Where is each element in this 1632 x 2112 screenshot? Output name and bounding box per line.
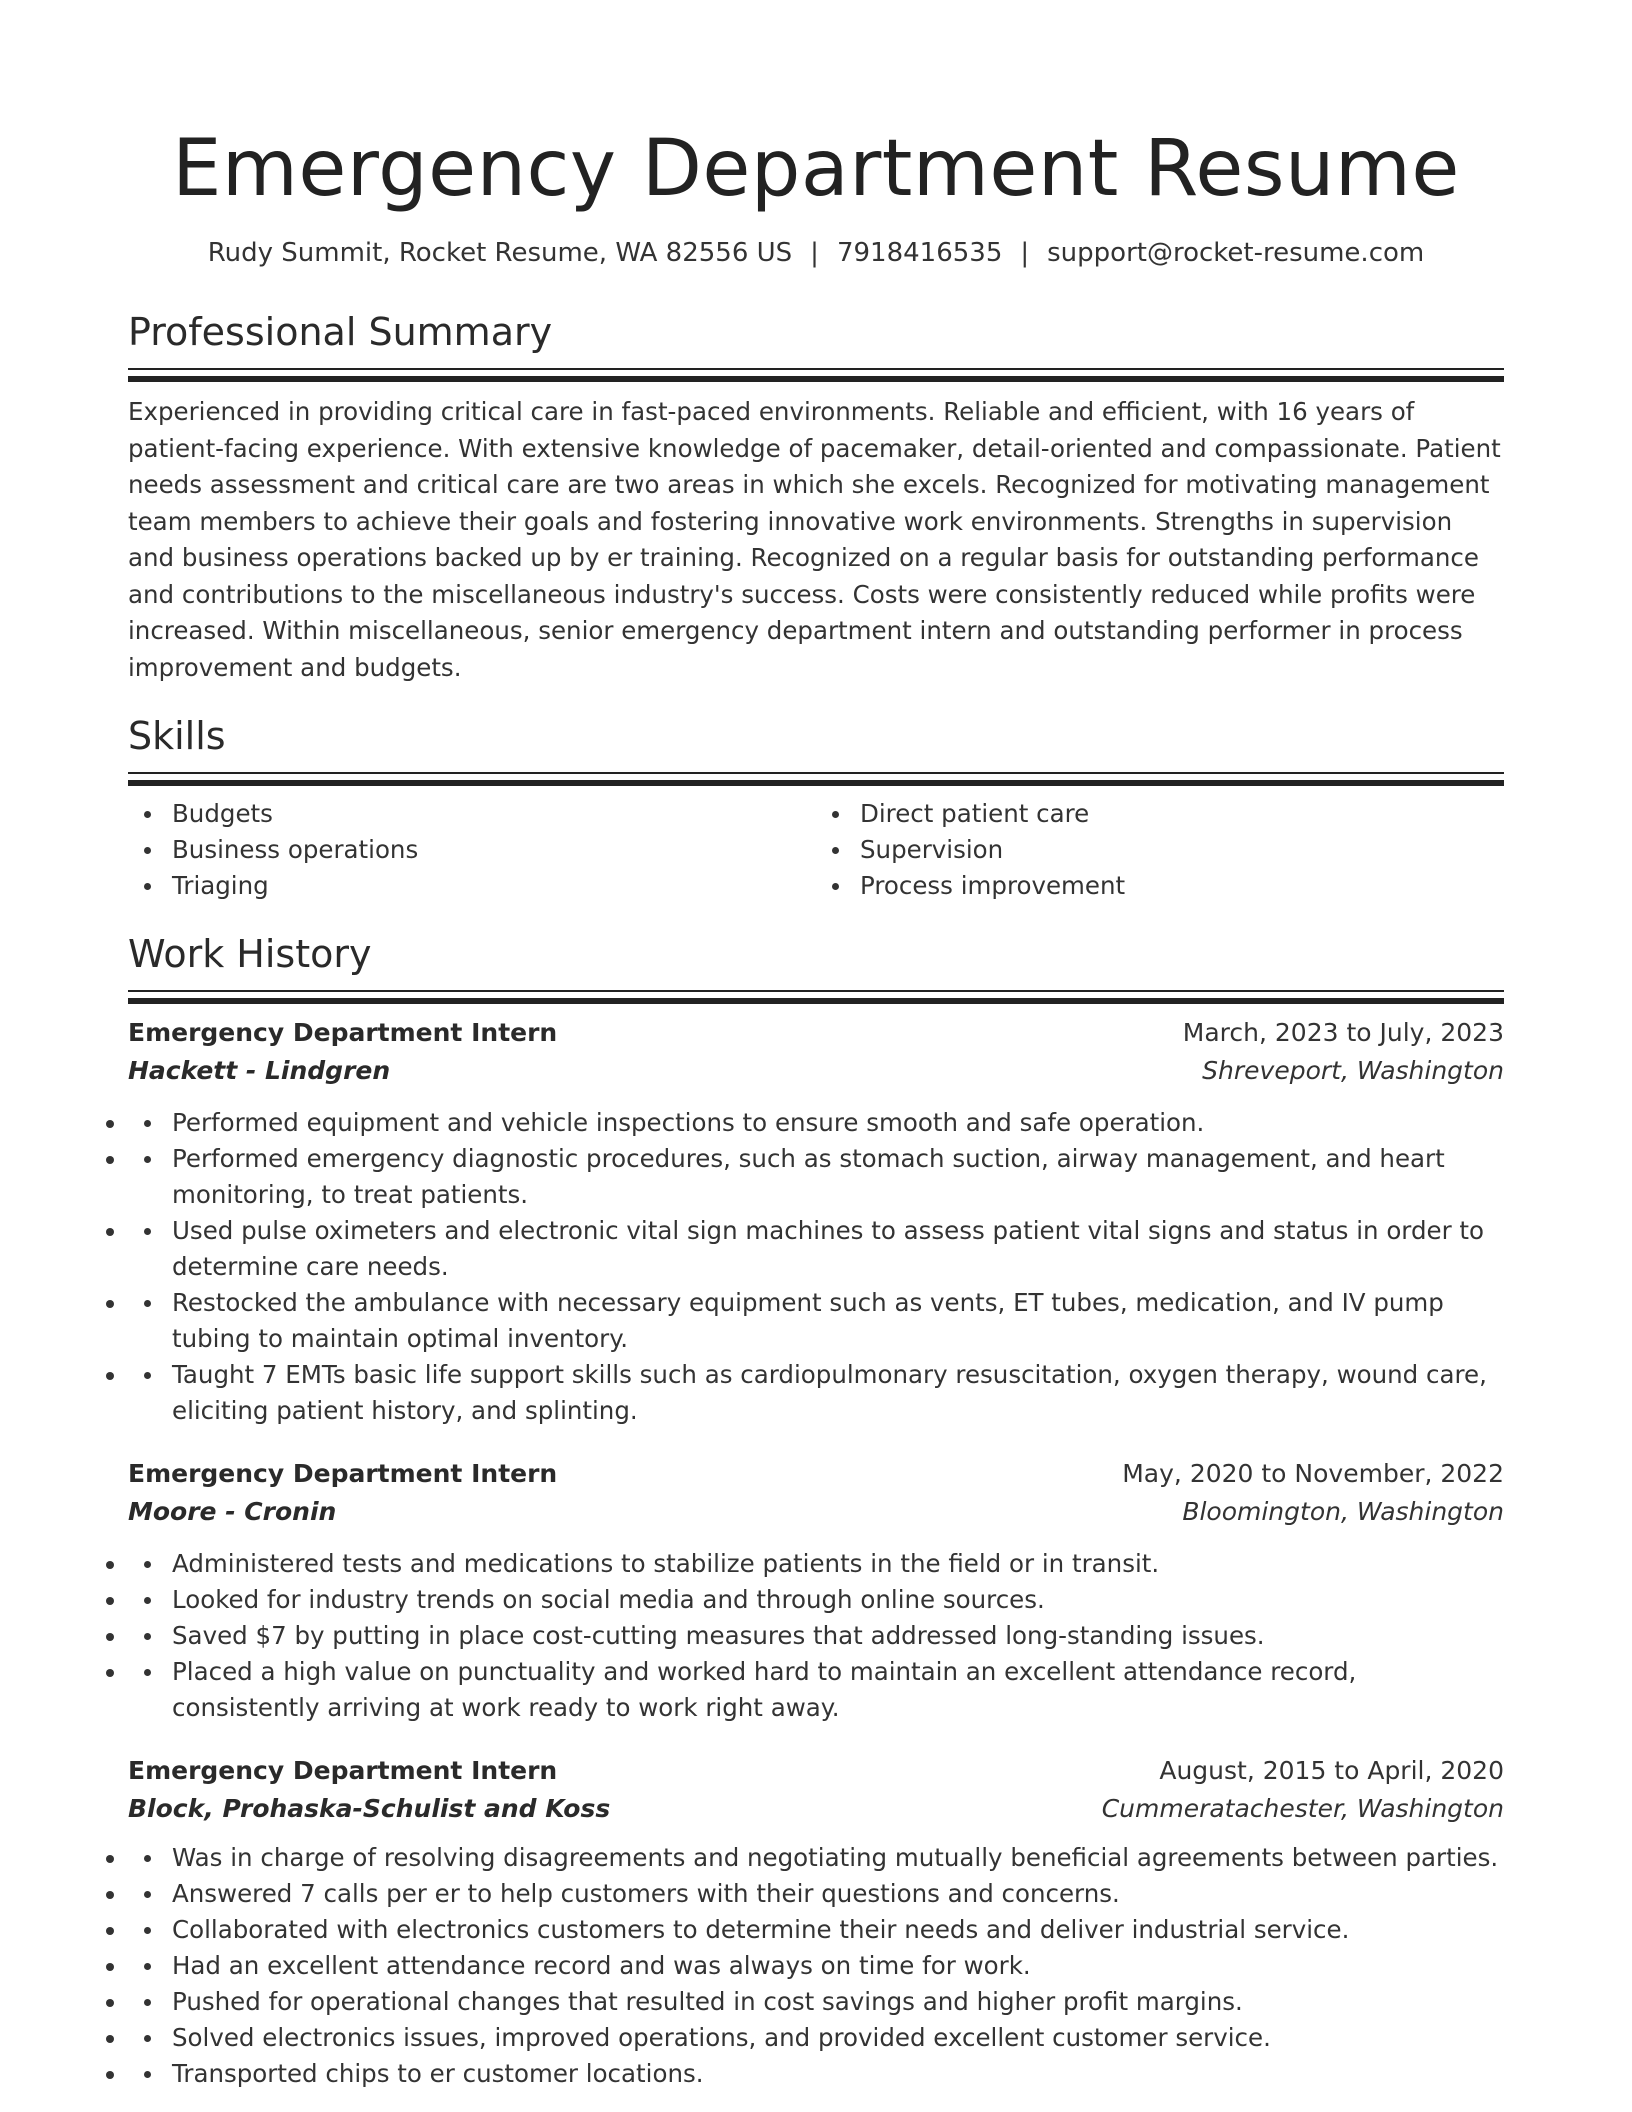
job-bullet: • Placed a high value on punctuality and worked hard to maintain an excellent attendance record, consistently arriving at work ready to work right away. (128, 1654, 1504, 1726)
contact-separator: | (1020, 238, 1030, 268)
skill-item: Triaging (128, 868, 816, 904)
contact-separator: | (810, 238, 819, 268)
job-bullet: • Was in charge of resolving disagreements and negotiating mutually beneficial agreements between parties. (128, 1840, 1504, 1876)
work-history-section (128, 930, 1504, 2092)
skill-item: Process improvement (816, 868, 1504, 904)
job-bullet: • Performed emergency diagnostic procedures, such as stomach suction, airway management, and heart monitoring, to treat patients. (128, 1141, 1504, 1213)
job-subheader (128, 1790, 1504, 1828)
job-bullet: • Had an excellent attendance record and was always on time for work. (128, 1948, 1504, 1984)
job-bullet: • Answered 7 calls per er to help customers with their questions and concerns. (128, 1876, 1504, 1912)
job-location: Shreveport, Washington (1202, 1056, 1504, 1085)
job-company: Hackett - Lindgren (128, 1056, 391, 1085)
job-header (128, 1014, 1504, 1052)
job-title: Emergency Department Intern (128, 1459, 558, 1488)
job-bullet: • Solved electronics issues, improved operations, and provided excellent customer service. (128, 2020, 1504, 2056)
job-bullet: • Taught 7 EMTs basic life support skills such as cardiopulmonary resuscitation, oxygen therapy, wound care, eliciting patient history, and splinting. (128, 1357, 1504, 1429)
job-entry (128, 1455, 1504, 1726)
job-dates: March, 2023 to July, 2023 (1182, 1018, 1504, 1047)
section-divider (128, 772, 1504, 782)
resume-title: Emergency Department Resume (172, 124, 1460, 214)
job-header (128, 1455, 1504, 1493)
skill-item: Direct patient care (816, 796, 1504, 832)
section-heading: Work History (128, 932, 372, 976)
skills-section (128, 712, 1504, 904)
job-title: Emergency Department Intern (128, 1756, 558, 1785)
job-header (128, 1752, 1504, 1790)
contact-line (128, 236, 1504, 270)
contact-phone: 7918416535 (836, 238, 1003, 268)
job-bullet: • Used pulse oximeters and electronic vital sign machines to assess patient vital signs and status in order to determine care needs. (128, 1213, 1504, 1285)
job-bullet: • Collaborated with electronics customers to determine their needs and deliver industrial service. (128, 1912, 1504, 1948)
summary-section (128, 308, 1504, 686)
job-dates: August, 2015 to April, 2020 (1159, 1756, 1504, 1785)
job-bullets (128, 1546, 1504, 1726)
contact-email: support@rocket-resume.com (1047, 238, 1425, 268)
job-subheader (128, 1493, 1504, 1531)
job-company: Moore - Cronin (128, 1497, 337, 1526)
job-bullet: • Saved $7 by putting in place cost-cutting measures that addressed long-standing issues. (128, 1618, 1504, 1654)
section-divider (128, 368, 1504, 378)
job-location: Cummeratachester, Washington (1101, 1794, 1504, 1823)
job-bullets (128, 1105, 1504, 1429)
skills-column-left (128, 796, 816, 904)
summary-text: Experienced in providing critical care in fast-paced environments. Reliable and efficient, with 16 years of patient-facing experience. With extensive knowledge of pacemaker, detail-oriented and compassionate. Patient needs assessment and critical care are two areas in which she excels. Recognized for motivating management team members to achieve their goals and fostering innovative work environments. Strengths in supervision and business operations backed up by er training. Recognized on a regular basis for outstanding performance and contributions to the miscellaneous industry's success. Costs were consistently reduced while profits were increased. Within miscellaneous, senior emergency department intern and outstanding performer in process improvement and budgets. (128, 397, 1501, 682)
skill-item: Supervision (816, 832, 1504, 868)
job-bullet: • Performed equipment and vehicle inspections to ensure smooth and safe operation. (128, 1105, 1504, 1141)
job-bullet: • Administered tests and medications to stabilize patients in the field or in transit. (128, 1546, 1504, 1582)
skills-column-right (816, 796, 1504, 904)
job-bullet: • Transported chips to er customer locations. (128, 2056, 1504, 2092)
job-entry (128, 1014, 1504, 1429)
job-bullet: • Looked for industry trends on social media and through online sources. (128, 1582, 1504, 1618)
job-subheader (128, 1052, 1504, 1090)
job-bullets (128, 1840, 1504, 2092)
job-company: Block, Prohaska-Schulist and Koss (128, 1794, 611, 1823)
job-location: Bloomington, Washington (1182, 1497, 1504, 1526)
section-divider (128, 990, 1504, 1000)
section-heading: Skills (128, 714, 226, 758)
job-bullet: • Restocked the ambulance with necessary equipment such as vents, ET tubes, medication, and IV pump tubing to maintain optimal inventory. (128, 1285, 1504, 1357)
job-entry (128, 1752, 1504, 2092)
section-heading: Professional Summary (128, 310, 553, 354)
job-dates: May, 2020 to November, 2022 (1122, 1459, 1504, 1488)
skills-list (128, 796, 1504, 904)
contact-address: Rudy Summit, Rocket Resume, WA 82556 US (207, 238, 793, 268)
skill-item: Budgets (128, 796, 816, 832)
job-bullet: • Pushed for operational changes that resulted in cost savings and higher profit margins. (128, 1984, 1504, 2020)
skill-item: Business operations (128, 832, 816, 868)
job-title: Emergency Department Intern (128, 1018, 558, 1047)
